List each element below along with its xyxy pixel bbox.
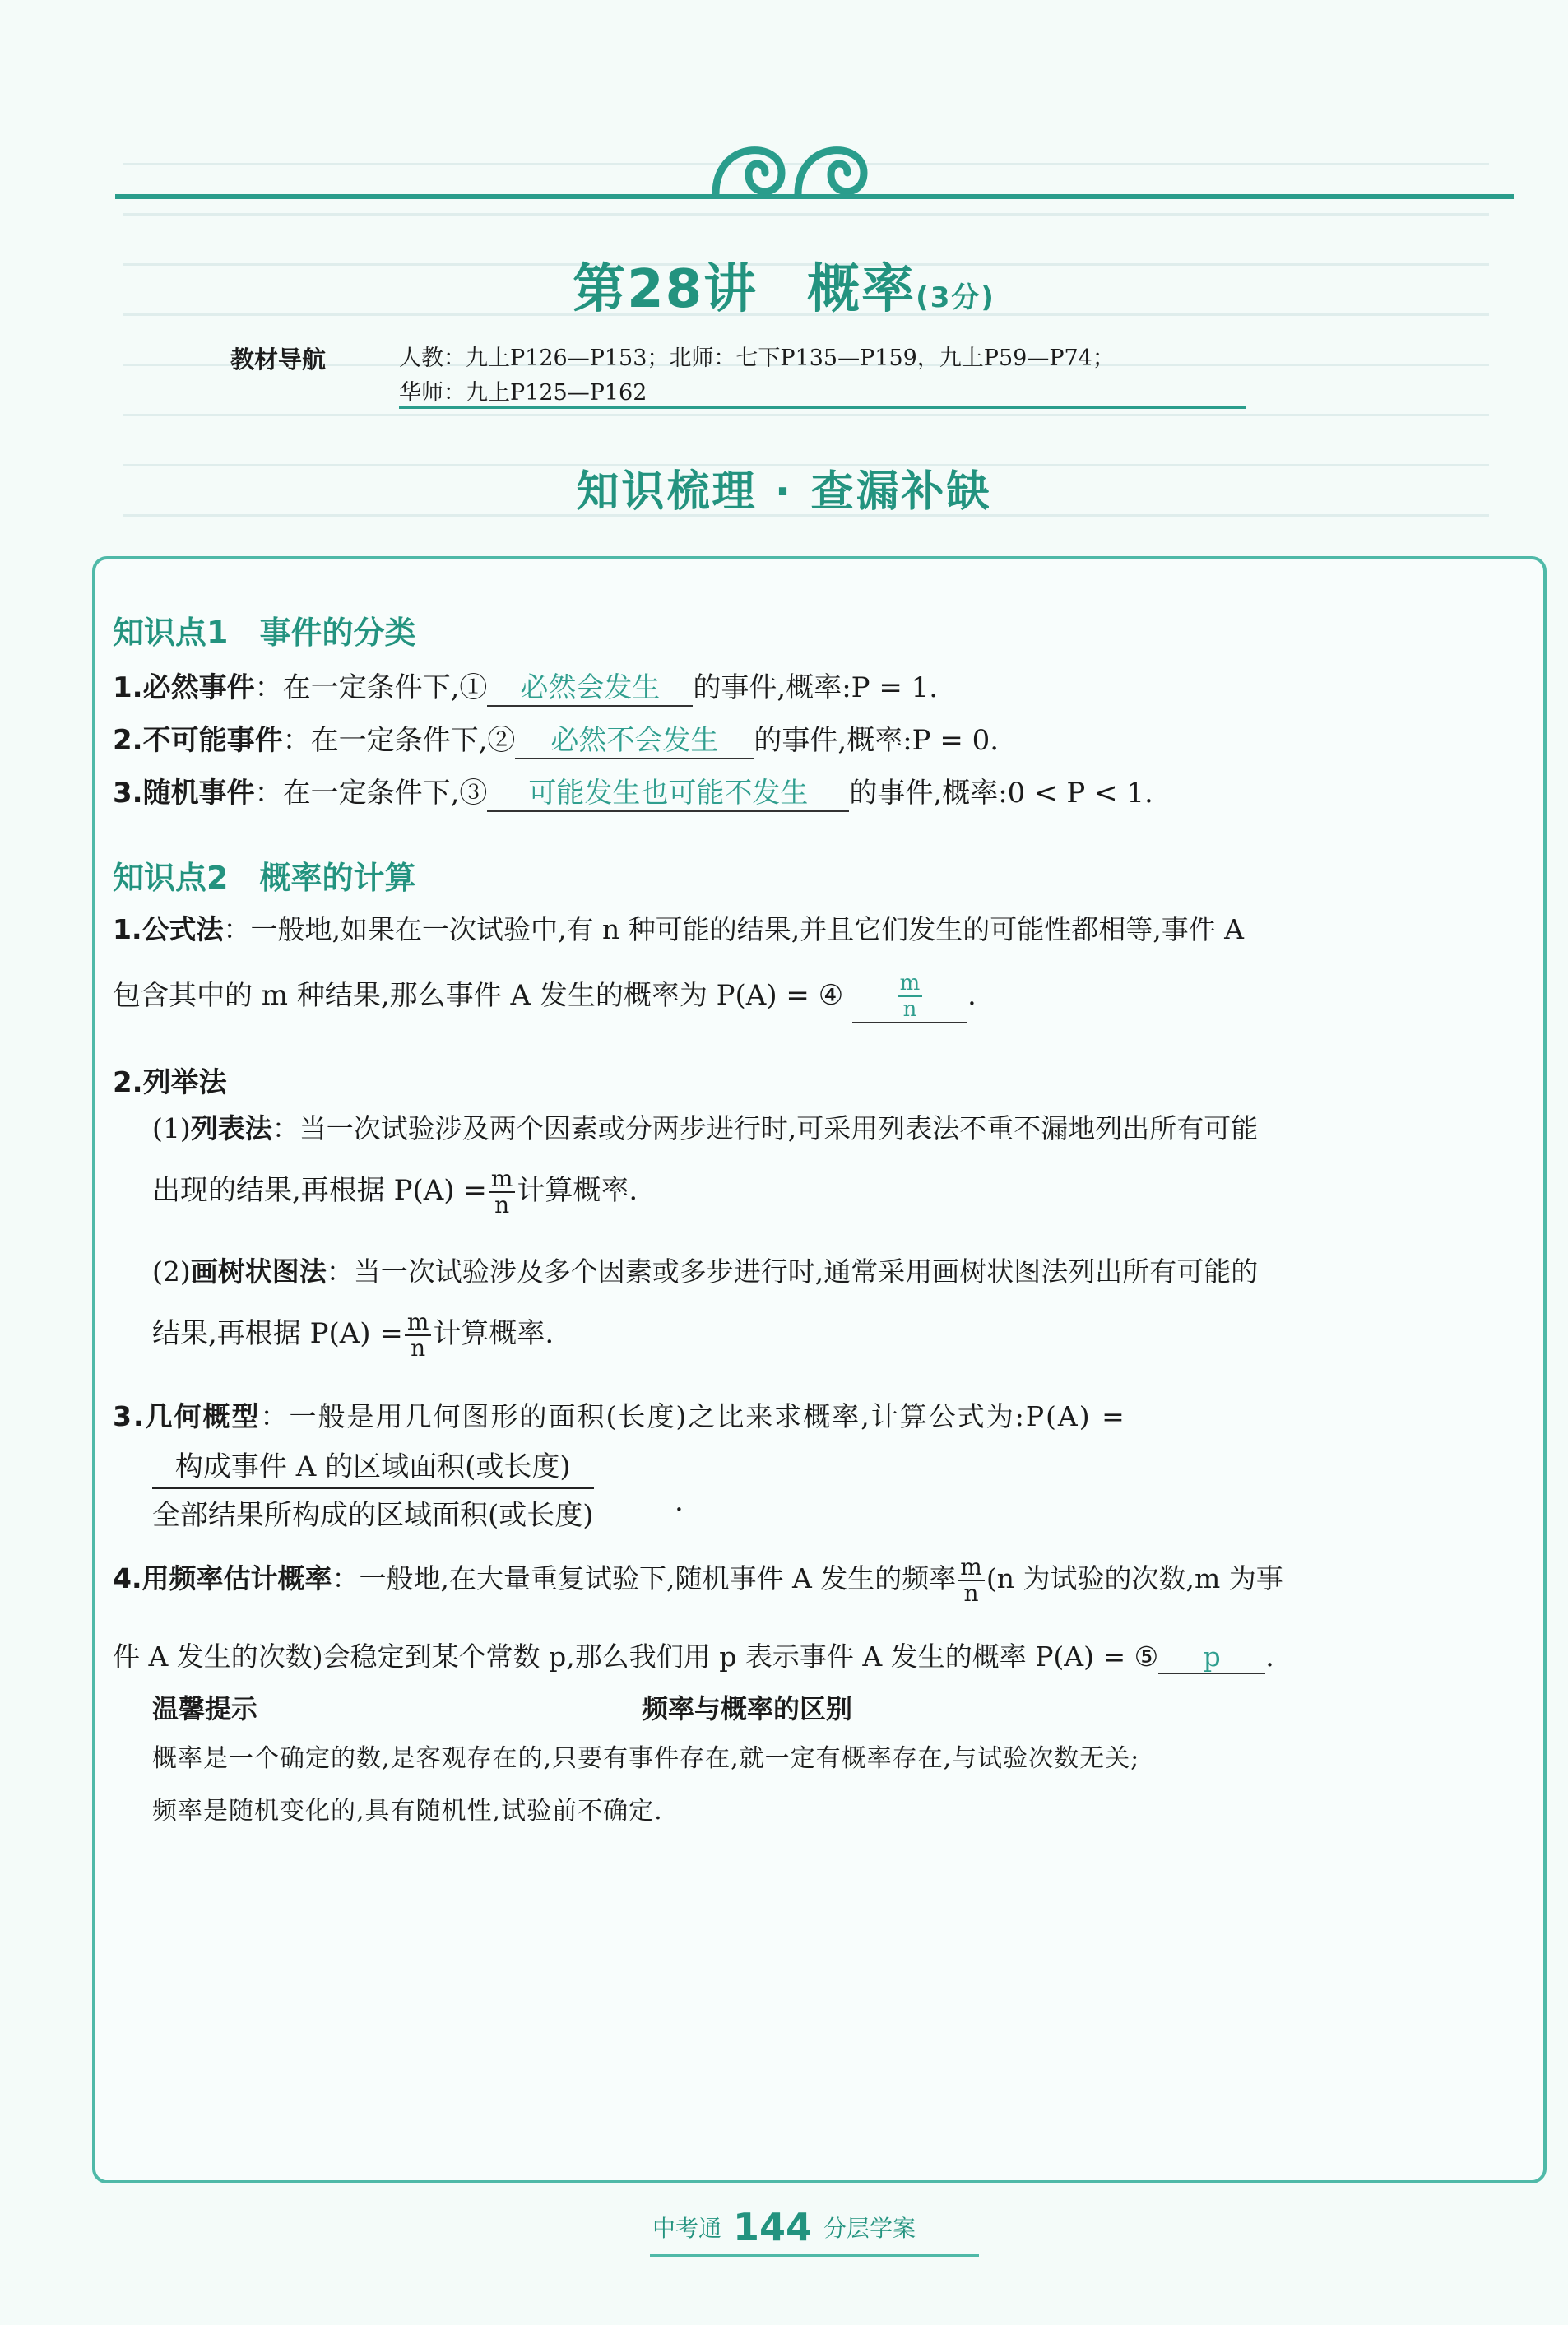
m-over-n-fraction — [958, 1555, 985, 1606]
fraction-denominator: n — [494, 1191, 510, 1218]
item-term: 列举法 — [142, 1066, 227, 1099]
tip-line: 概率是一个确定的数,是客观存在的,只要有事件存在,就一定有概率存在,与试验次数无关; — [152, 1744, 1140, 1773]
textbook-nav-text — [399, 341, 1222, 411]
answer-blank: 必然不会发生 — [515, 717, 754, 759]
fraction-numerator: m — [958, 1555, 985, 1581]
geometric-formula-fraction — [152, 1444, 594, 1533]
item-text: ：在一定条件下,③ — [254, 777, 488, 810]
tip-heading: 频率与概率的区别 — [642, 1693, 853, 1724]
geometric-model-line1 — [113, 1395, 1126, 1434]
kp2-title: 知识点2 概率的计算 — [113, 860, 416, 896]
item-number: 3. — [113, 1400, 146, 1432]
fraction-numerator: m — [489, 1167, 516, 1193]
fraction-denominator: n — [963, 1580, 979, 1607]
item-number: 2. — [113, 1066, 143, 1099]
sub-label: (1) — [152, 1112, 191, 1144]
fraction-denominator: n — [411, 1334, 426, 1362]
fraction-denominator: n — [902, 997, 917, 1022]
tip-label: 温馨提示 — [152, 1693, 258, 1724]
item-number: 1. — [113, 913, 142, 945]
tip-line: 频率是随机变化的,具有随机性,试验前不确定. — [152, 1797, 663, 1826]
formula-method-line2 — [113, 971, 977, 1023]
item-text: 计算概率. — [433, 1317, 554, 1350]
item-term: 列表法 — [190, 1112, 272, 1144]
tree-method-line1 — [152, 1251, 1258, 1289]
answer-blank: p — [1158, 1640, 1265, 1674]
item-text: . — [1265, 1640, 1274, 1673]
fraction-numerator: m — [898, 971, 923, 997]
tree-method-line2 — [152, 1310, 554, 1361]
item-text: ：一般地,如果在一次试验中,有 n 种可能的结果,并且它们发生的可能性都相等,事件 A — [223, 913, 1245, 945]
m-over-n-fraction — [489, 1167, 516, 1218]
item-term: 不可能事件 — [142, 724, 283, 757]
answer-blank: 必然会发生 — [487, 665, 693, 707]
answer-fraction — [898, 971, 923, 1022]
item-term: 几何概型 — [145, 1400, 261, 1432]
item-number: 3. — [113, 777, 143, 810]
swirl-ornament-icon — [707, 123, 872, 206]
lecture-topic: 概率 — [807, 259, 916, 320]
m-over-n-fraction — [405, 1310, 432, 1361]
item-text: 件 A 发生的次数)会稳定到某个常数 p,那么我们用 p 表示事件 A 发生的概率 P(A) = ⑤ — [113, 1640, 1159, 1673]
item-term: 必然事件 — [142, 671, 255, 704]
frequency-line2 — [113, 1636, 1274, 1674]
item-term: 用频率估计概率 — [141, 1562, 332, 1594]
item-text: 出现的结果,再根据 P(A) = — [152, 1174, 487, 1207]
answer-blank — [852, 971, 967, 1023]
item-text: 结果,再根据 P(A) = — [152, 1317, 403, 1350]
item-text: ：在一定条件下,② — [282, 724, 516, 757]
item-text: 的事件,概率:P = 0. — [754, 724, 1000, 757]
geometric-end: . — [675, 1485, 684, 1518]
fraction-denominator: 全部结果所构成的区域面积(或长度) — [152, 1499, 594, 1532]
item-text: ：一般是用几何图形的面积(长度)之比来求概率,计算公式为:P(A) = — [260, 1400, 1126, 1432]
item-text: 包含其中的 m 种结果,那么事件 A 发生的概率为 P(A) = ④ — [113, 979, 844, 1012]
page-number: 144 — [732, 2205, 813, 2249]
item-text: ：一般地,在大量重复试验下,随机事件 A 发生的频率 — [332, 1562, 957, 1594]
kp1-title: 知识点1 事件的分类 — [113, 615, 416, 651]
item-number: 4. — [113, 1562, 142, 1594]
section-title: 知识梳理 · 查漏补缺 — [576, 467, 992, 517]
lecture-title — [0, 247, 1568, 323]
sub-label: (2) — [152, 1255, 191, 1288]
item-text: 的事件,概率:0 < P < 1. — [849, 777, 1153, 810]
item-text: 的事件,概率:P = 1. — [693, 671, 939, 704]
item-text: (n 为试验的次数,m 为事 — [986, 1562, 1283, 1594]
kp1-item — [113, 665, 938, 707]
fraction-numerator: 构成事件 A 的区域面积(或长度) — [152, 1444, 594, 1489]
fraction-numerator: m — [405, 1310, 432, 1336]
kp1-item — [113, 717, 999, 759]
frequency-line1 — [113, 1555, 1283, 1606]
lecture-number: 第28讲 — [573, 259, 758, 320]
listing-method-heading — [113, 1060, 227, 1100]
table-method-line2 — [152, 1167, 638, 1218]
item-text: ：当一次试验涉及两个因素或分两步进行时,可采用列表法不重不漏地列出所有可能 — [271, 1112, 1259, 1144]
footer-rule — [650, 2254, 979, 2257]
page-footer — [0, 2205, 1568, 2249]
item-term: 公式法 — [141, 913, 224, 945]
lecture-points: (3分) — [916, 281, 995, 314]
textbook-nav-line: 华师：九上P125—P162 — [399, 380, 647, 406]
table-method-line1 — [152, 1107, 1258, 1146]
item-number: 2. — [113, 724, 143, 757]
nav-rule — [399, 406, 1246, 409]
item-number: 1. — [113, 671, 143, 704]
item-text: 计算概率. — [517, 1174, 638, 1207]
item-text: ：当一次试验涉及多个因素或多步进行时,通常采用画树状图法列出所有可能的 — [326, 1255, 1259, 1288]
formula-method-line1 — [113, 908, 1244, 947]
item-term: 画树状图法 — [190, 1255, 327, 1288]
answer-blank: 可能发生也可能不发生 — [487, 770, 849, 812]
item-text: ：在一定条件下,① — [254, 671, 488, 704]
footer-left: 中考通 — [652, 2215, 721, 2242]
kp1-item — [113, 770, 1153, 812]
textbook-nav-label: 教材导航 — [230, 346, 327, 374]
item-term: 随机事件 — [142, 777, 255, 810]
textbook-nav-line: 人教：九上P126—P153；北师：七下P135—P159，九上P59—P74； — [399, 346, 1115, 371]
item-text: . — [967, 979, 977, 1012]
footer-right: 分层学案 — [823, 2215, 916, 2242]
